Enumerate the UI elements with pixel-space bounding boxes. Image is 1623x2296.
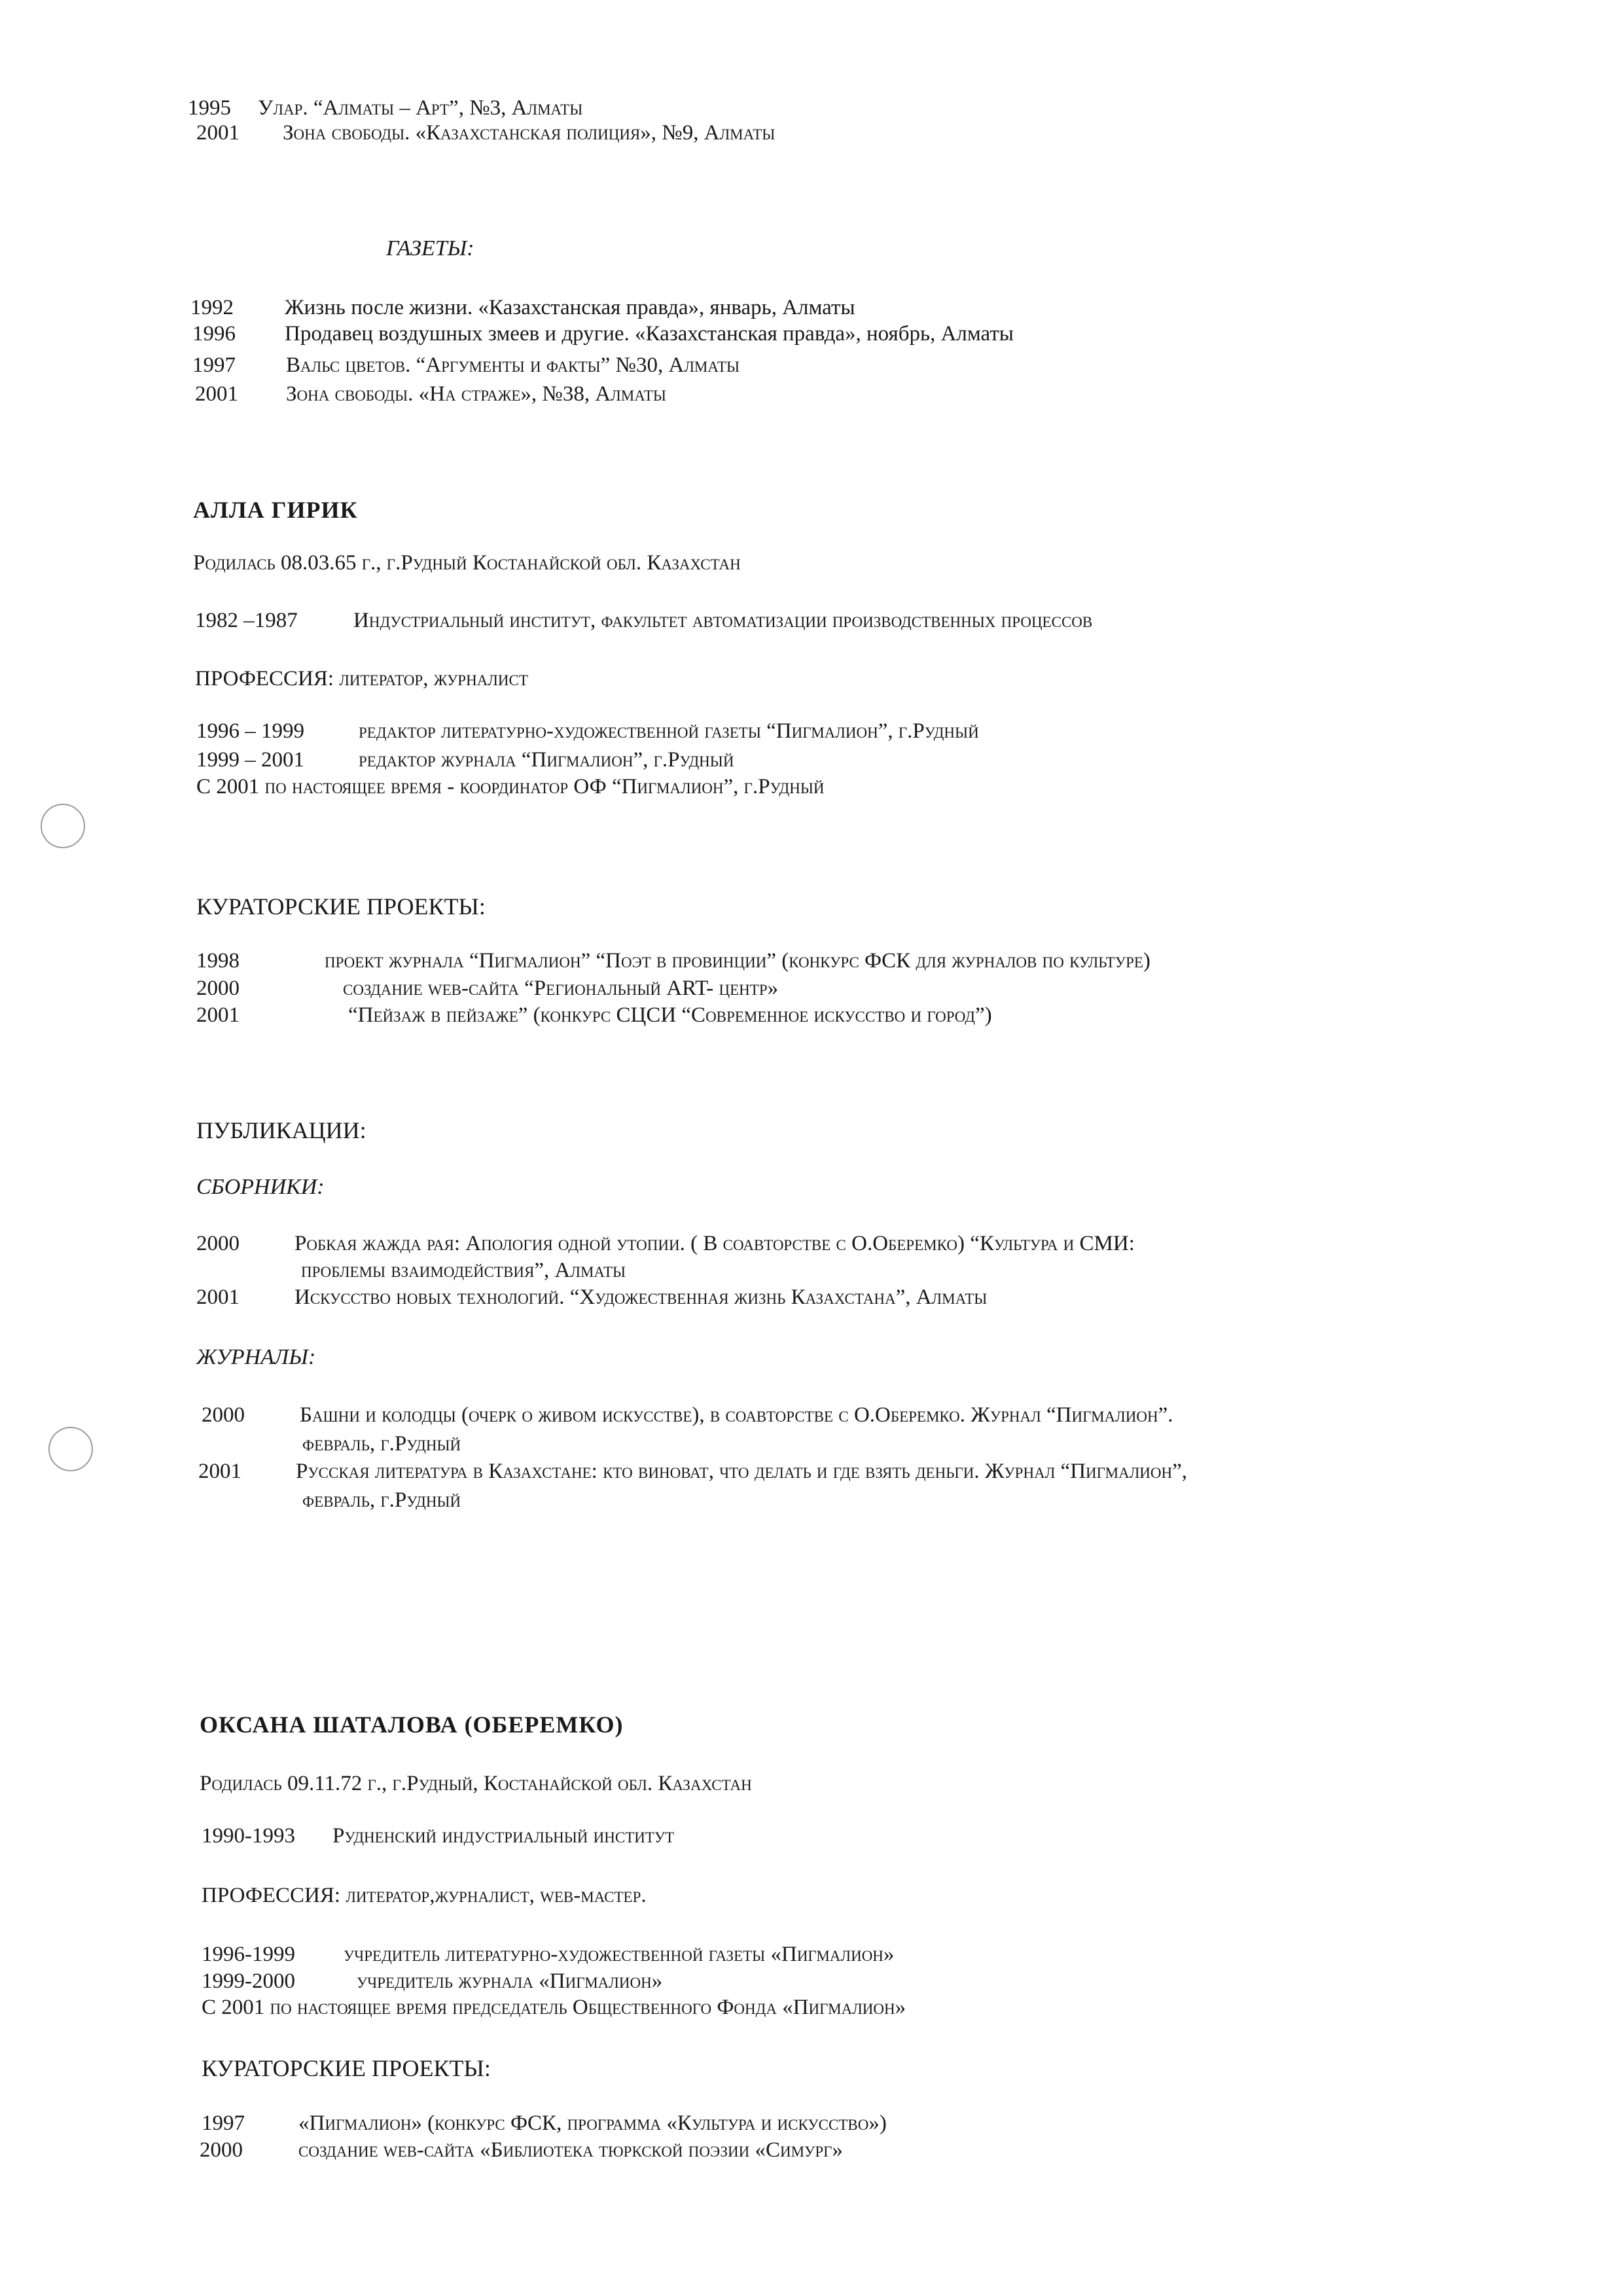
journal-entry-continuation: февраль, г.Рудный xyxy=(302,1432,461,1456)
collection-entry-continuation: проблемы взаимодействия”, Алматы xyxy=(301,1259,626,1282)
entry-text: Русская литература в Казахстане: кто виноват, что делать и где взять деньги. Журнал “Пигмалион”, xyxy=(296,1460,1188,1483)
entry-text: учредитель литературно-художественной газеты «Пигмалион» xyxy=(344,1943,895,1966)
entry-year: 1997 xyxy=(192,353,236,377)
entry-text: создание web-сайта «Библиотека тюркской поэзии «Симург» xyxy=(298,2138,843,2162)
entry-text: создание web-сайта “Региональный ART- центр» xyxy=(343,977,779,1000)
entry-text: «Пигмалион» (конкурс ФСК, программа «Культура и искусство») xyxy=(298,2111,887,2135)
entry-text: Башни и колодцы (очерк о живом искусстве), в соавторстве с О.Оберемко. Журнал “Пигмалион”. xyxy=(300,1403,1173,1427)
career-current: С 2001 по настоящее время председатель Общественного Фонда «Пигмалион» xyxy=(202,1996,906,2019)
entry-text: проект журнала “Пигмалион” “Поэт в провинции” (конкурс ФСК для журналов по культуре) xyxy=(325,949,1150,973)
entry-year: 1982 –1987 xyxy=(195,609,298,632)
entry-year: 2000 xyxy=(202,1403,245,1427)
entry-year: 2001 xyxy=(196,1003,240,1027)
career-current: С 2001 по настоящее время - координатор ОФ “Пигмалион”, г.Рудный xyxy=(196,775,825,798)
entry-text: редактор журнала “Пигмалион”, г.Рудный xyxy=(359,748,734,772)
entry-year: 1996 – 1999 xyxy=(196,719,304,743)
curatorial-heading: КУРАТОРСКИЕ ПРОЕКТЫ: xyxy=(196,893,486,920)
publications-heading: ПУБЛИКАЦИИ: xyxy=(196,1117,366,1143)
entry-text: “Пейзаж в пейзаже” (конкурс СЦСИ “Современное искусство и город”) xyxy=(348,1003,992,1027)
entry-year: 2001 xyxy=(195,382,238,406)
entry-text: Робкая жажда рая: Апология одной утопии. ( В соавторстве с О.Оберемко) “Культура и СМИ: xyxy=(294,1232,1135,1255)
entry-year: 2000 xyxy=(196,977,240,1000)
entry-text: Вальс цветов. “Аргументы и факты” №30, Алматы xyxy=(286,353,740,377)
entry-text: Продавец воздушных змеев и другие. «Казахстанская правда», ноябрь, Алматы xyxy=(285,322,1014,346)
profession: ПРОФЕССИЯ: литератор, журналист xyxy=(195,667,528,691)
entry-year: 1996-1999 xyxy=(202,1943,295,1966)
entry-year: 1992 xyxy=(190,296,234,319)
punch-hole-top xyxy=(41,804,85,848)
person-name: АЛЛА ГИРИК xyxy=(193,497,358,523)
entry-year: 2000 xyxy=(200,2138,243,2162)
newspapers-heading: ГАЗЕТЫ: xyxy=(386,236,474,260)
entry-text: Индустриальный институт, факультет автоматизации производственных процессов xyxy=(353,609,1093,632)
journals-heading: ЖУРНАЛЫ: xyxy=(196,1345,316,1369)
punch-hole-bottom xyxy=(48,1427,93,1471)
entry-year: 2000 xyxy=(196,1232,240,1255)
profession: ПРОФЕССИЯ: литератор,журналист, web-мастер. xyxy=(202,1884,647,1907)
entry-text: Зона свободы. «На страже», №38, Алматы xyxy=(286,382,666,406)
entry-year: 1999 – 2001 xyxy=(196,748,304,772)
person-born: Родилась 09.11.72 г., г.Рудный, Костанайской обл. Казахстан xyxy=(200,1772,752,1795)
entry-year: 1990-1993 xyxy=(202,1824,295,1848)
curatorial-heading: КУРАТОРСКИЕ ПРОЕКТЫ: xyxy=(202,2055,491,2081)
entry-text: Искусство новых технологий. “Художественная жизнь Казахстана”, Алматы xyxy=(294,1285,988,1309)
entry-text: Жизнь после жизни. «Казахстанская правда», январь, Алматы xyxy=(285,296,855,319)
entry-text: Улар. “Алматы – Арт”, №3, Алматы xyxy=(258,96,583,120)
entry-year: 1999-2000 xyxy=(202,1969,295,1993)
entry-text: редактор литературно-художественной газеты “Пигмалион”, г.Рудный xyxy=(359,719,979,743)
entry-year: 2001 xyxy=(196,1285,240,1309)
entry-year: 1997 xyxy=(202,2111,245,2135)
journal-entry-continuation: февраль, г.Рудный xyxy=(302,1488,461,1512)
entry-text: Рудненский индустриальный институт xyxy=(332,1824,675,1848)
entry-year: 2001 xyxy=(196,121,240,145)
entry-text: Зона свободы. «Казахстанская полиция», №9, Алматы xyxy=(283,121,776,145)
collections-heading: СБОРНИКИ: xyxy=(196,1175,325,1199)
person-name: ОКСАНА ШАТАЛОВА (ОБЕРЕМКО) xyxy=(200,1712,624,1738)
entry-year: 1996 xyxy=(192,322,236,346)
entry-year: 1995 xyxy=(188,96,231,120)
entry-text: учредитель журнала «Пигмалион» xyxy=(357,1969,663,1993)
entry-year: 1998 xyxy=(196,949,240,973)
person-born: Родилась 08.03.65 г., г.Рудный Костанайской обл. Казахстан xyxy=(193,551,741,575)
entry-year: 2001 xyxy=(198,1460,241,1483)
